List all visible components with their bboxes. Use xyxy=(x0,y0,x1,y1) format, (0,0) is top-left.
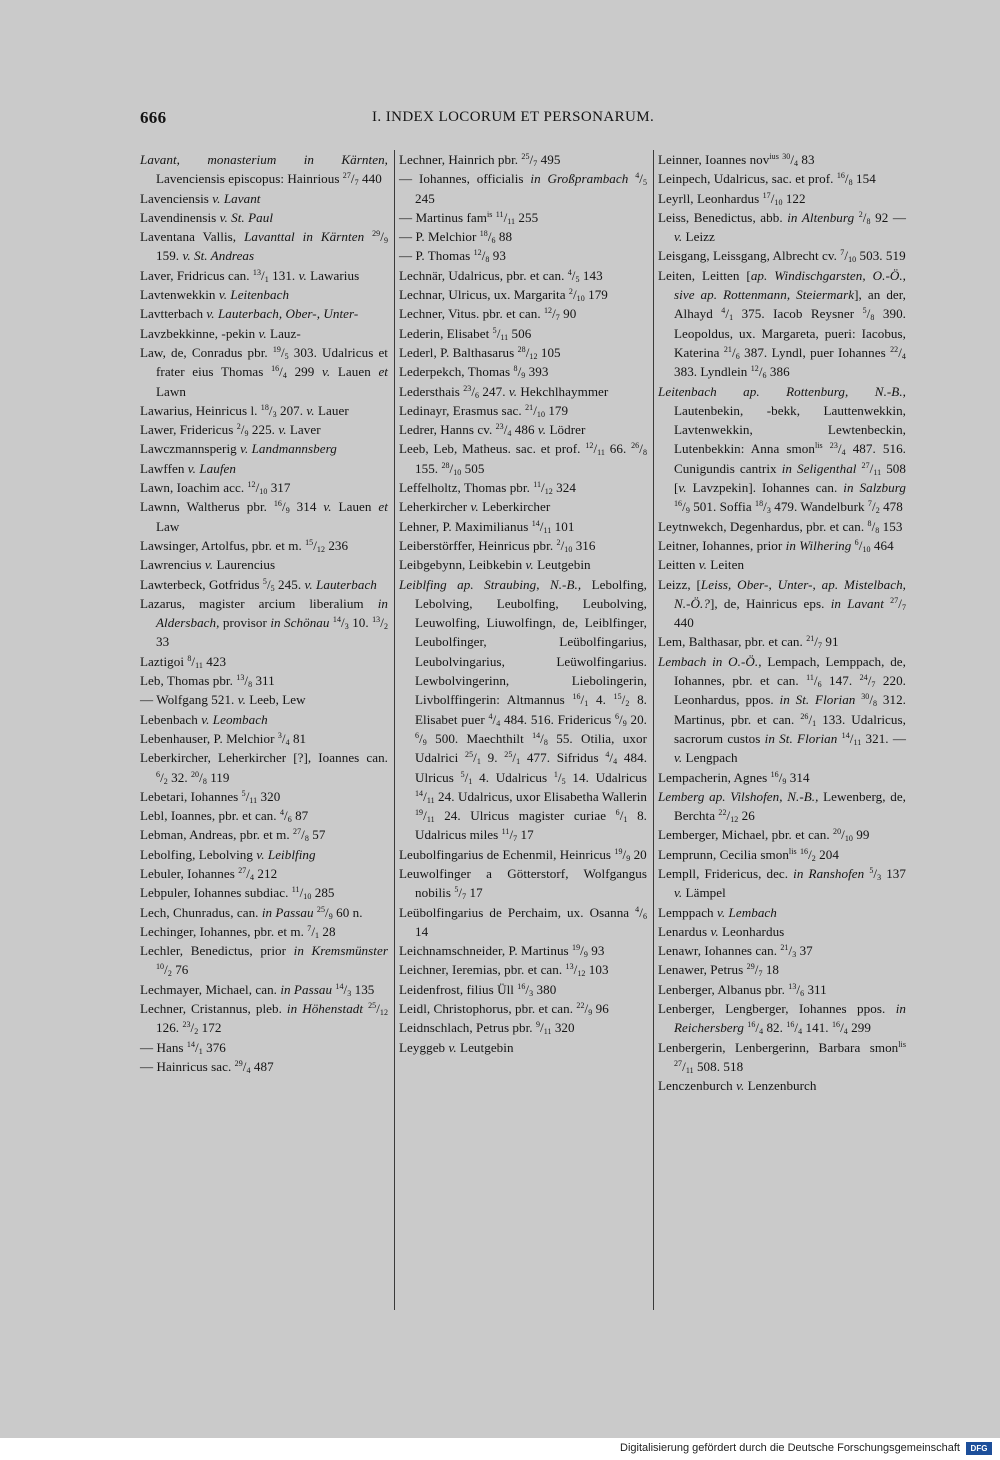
column-divider xyxy=(394,150,395,1310)
index-entry: Lebman, Andreas, pbr. et m. $^{27}/_8$ 57 xyxy=(140,827,326,844)
index-entry: Lavtterbach v. Lauterbach, Ober-, Unter- xyxy=(140,306,359,322)
index-entry: Lechler, Benedictus, prior in Kremsmünster $^{10}/_2$ 76 xyxy=(140,943,388,979)
index-entry: Leübolfingarius de Perchaim, ux. Osanna $^4/_6$ 14 xyxy=(399,904,647,939)
index-column-right xyxy=(658,150,906,1096)
index-entry: Lenardus v. Leonhardus xyxy=(658,923,785,939)
index-entry: Lawn, Ioachim acc. $^{12}/_{10}$ 317 xyxy=(140,480,291,497)
index-entry: Lechner, Vitus. pbr. et can. $^{12}/_7$ 90 xyxy=(399,306,577,323)
index-entry: — P. Melchior $^{18}/_6$ 88 xyxy=(399,229,513,246)
index-column-middle xyxy=(399,150,647,1057)
index-entry: Lechner, Cristannus, pleb. in Höhenstadt $^{25}/_{12}$ 126. $^{23}/_2$ 172 xyxy=(140,1001,388,1037)
index-entry: Lawterbeck, Gotfridus $^5/_5$ 245. v. Lauterbach xyxy=(140,576,377,593)
index-entry: — Martinus fam$^{is}$ $^{11}/_{11}$ 255 xyxy=(399,209,539,226)
index-entry: Lebetari, Iohannes $^5/_{11}$ 320 xyxy=(140,788,281,805)
index-entry: Ledrer, Hanns cv. $^{23}/_4$ 486 v. Lödrer xyxy=(399,422,586,439)
index-entry: Lebpuler, Iohannes subdiac. $^{11}/_{10}$ 285 xyxy=(140,885,335,902)
index-entry: Lawnn, Waltherus pbr. $^{16}/_9$ 314 v. Lauen et Law xyxy=(140,499,388,534)
index-entry: Leidl, Christophorus, pbr. et can. $^{22}/_9$ 96 xyxy=(399,1001,609,1018)
index-entry: Lechnär, Udalricus, pbr. et can. $^4/_5$ 143 xyxy=(399,267,603,284)
index-entry: Lempacherin, Agnes $^{16}/_9$ 314 xyxy=(658,769,810,786)
column-divider xyxy=(653,150,654,1310)
index-entry: Lavant, monasterium in Kärnten, Lavenciensis episcopus: Hainrious $^{27}/_7$ 440 xyxy=(140,152,388,188)
index-entry: — Wolfgang 521. v. Leeb, Lew xyxy=(140,692,306,708)
index-entry: Lem, Balthasar, pbr. et can. $^{21}/_7$ 91 xyxy=(658,634,839,651)
index-entry: Lazarus, magister arcium liberalium in Aldersbach, provisor in Schönau $^{14}/_3$ 10. $^{13}/_2$ 33 xyxy=(140,595,388,650)
index-entry: Leichner, Ieremias, pbr. et can. $^{13}/_{12}$ 103 xyxy=(399,962,609,979)
index-entry: Lederl, P. Balthasarus $^{28}/_{12}$ 105 xyxy=(399,344,561,361)
index-entry: Lawrencius v. Laurencius xyxy=(140,557,276,573)
index-entry: Leiblfing ap. Straubing, N.-B., Lebolfing, Lebolving, Leubolfing, Leubolving, Leuwolfing, Liuwolfingn, de, Leiblfinger, Leubolfinger, Leübolfingarius, Leubolvingarius, Leüwolfingarius. Lewbolvingerinn, Liebolingerin, Livbolffingerin: Altmannus $^{16}/_1$ 4. $^{15}/_2$ 8. Elisabet puer $^4/_4$ 484. 516. Fridericus $^6/_9$ 20. $^6/_9$ 500. Maechthilt $^{14}/_8$ 55. Otilia, uxor Udalrici $^{25}/_1$ 9. $^{25}/_1$ 477. Sifridus $^4/_4$ 484. Ulricus $^5/_1$ 4. Udalricus $^1/_5$ 14. Udalricus $^{14}/_{11}$ 24. Udalricus, uxor Elisabetha Wallerin $^{19}/_{11}$ 24. Ulricus magister curiae $^6/_1$ 8. Udalricus miles $^{11}/_7$ 17 xyxy=(399,576,648,844)
index-entry: — Hans $^{14}/_1$ 376 xyxy=(140,1039,226,1056)
index-entry: Lawffen v. Laufen xyxy=(140,460,237,476)
index-entry: Lawczmannsperig v. Landmannsberg xyxy=(140,441,337,457)
index-entry: Leitenbach ap. Rottenburg, N.-B., Lautenbekin, -bekk, Lauttenwekkin, Lavtenwekkin, Lewtenbeckin, Lutenbekkin: Anna smon$^{lis}$ $^{23}/_4$ 487. 516. Cunigundis cantrix in Seligenthal $^{27}/_{11}$ 508 [v. Lavzpekin]. Iohannes can. in Salzburg $^{16}/_9$ 501. Soffia $^{18}/_3$ 479. Wandelburk $^7/_2$ 478 xyxy=(658,383,907,516)
index-entry: Lebolfing, Lebolving v. Leiblfing xyxy=(140,846,316,862)
index-entry: Leitner, Iohannes, prior in Wilhering $^6/_{10}$ 464 xyxy=(658,537,894,554)
index-entry: Lavenciensis v. Lavant xyxy=(140,190,261,206)
index-entry: Leisgang, Leissgang, Albrecht cv. $^7/_{10}$ 503. 519 xyxy=(658,248,906,265)
index-entry: Leiten, Leitten [ap. Windischgarsten, O.-Ö., sive ap. Rottenmann, Steiermark], an der, Alhayd $^4/_1$ 375. Iacob Reysner $^5/_8$ 390. Leopoldus, ux. Margareta, pueri: Iacobus, Katerina $^{21}/_6$ 387. Lyndl, puer Iohannes $^{22}/_4$ 383. Lyndlein $^{12}/_6$ 386 xyxy=(658,267,907,381)
index-entry: Leffelholtz, Thomas pbr. $^{11}/_{12}$ 324 xyxy=(399,480,576,497)
index-entry: Law, de, Conradus pbr. $^{19}/_5$ 303. Udalricus et frater eius Thomas $^{16}/_4$ 299 v. Lauen et Lawn xyxy=(140,344,388,399)
index-entry: Leidenfrost, filius Üll $^{16}/_3$ 380 xyxy=(399,981,557,998)
index-entry: Lawer, Fridericus $^2/_9$ 225. v. Laver xyxy=(140,422,321,439)
index-column-left xyxy=(140,150,388,1076)
index-entry: Lawsinger, Artolfus, pbr. et m. $^{15}/_{12}$ 236 xyxy=(140,537,349,554)
index-entry: Lechnar, Ulricus, ux. Margarita $^2/_{10}$ 179 xyxy=(399,287,608,304)
index-entry: Leytnwekch, Degenhardus, pbr. et can. $^8/_8$ 153 xyxy=(658,518,903,535)
index-entry: Leberkircher, Leherkircher [?], Ioannes can. $^6/_2$ 32. $^{20}/_8$ 119 xyxy=(140,750,388,786)
index-entry: Leichnamschneider, P. Martinus $^{19}/_9$ 93 xyxy=(399,943,605,960)
index-entry: Leibgebynn, Leibkebin v. Leutgebin xyxy=(399,557,591,573)
index-entry: Leizz, [Leiss, Ober-, Unter-, ap. Mistelbach, N.-Ö.?], de, Hainricus eps. in Lavant $^{27}/_7$ 440 xyxy=(658,576,907,631)
index-entry: Lebenbach v. Leombach xyxy=(140,711,268,727)
index-entry: Lemppach v. Lembach xyxy=(658,904,777,920)
dfg-logo: DFG xyxy=(966,1442,992,1455)
index-entry: Lechner, Hainrich pbr. $^{25}/_7$ 495 xyxy=(399,152,561,168)
index-entry: Lech, Chunradus, can. in Passau $^{25}/_9$ 60 n. xyxy=(140,904,363,921)
index-entry: — P. Thomas $^{12}/_8$ 93 xyxy=(399,248,506,265)
index-entry: Leeb, Leb, Matheus. sac. et prof. $^{12}/_{11}$ 66. $^{26}/_8$ 155. $^{28}/_{10}$ 505 xyxy=(399,441,647,477)
index-entry: Laventana Vallis, Lavanttal in Kärnten $^{29}/_9$ 159. v. St. Andreas xyxy=(140,229,388,264)
index-entry: Leiberstörffer, Heinricus pbr. $^2/_{10}$ 316 xyxy=(399,537,596,554)
index-entry: Leuwolfinger a Götterstorf, Wolfgangus nobilis $^5/_7$ 17 xyxy=(399,865,647,902)
index-entry: Lebenhauser, P. Melchior $^3/_4$ 81 xyxy=(140,730,307,747)
page-header xyxy=(140,108,910,132)
index-entry: Lavendinensis v. St. Paul xyxy=(140,209,274,225)
index-entry: Leb, Thomas pbr. $^{13}/_8$ 311 xyxy=(140,673,275,690)
index-entry: Lavzbekkinne, -pekin v. Lauz- xyxy=(140,325,301,341)
index-entry: Lenberger, Lengberger, Iohannes ppos. in Reichersberg $^{16}/_4$ 82. $^{16}/_4$ 141. $^{16}/_4$ 299 xyxy=(658,1001,906,1037)
index-entry: Lembach in O.-Ö., Lempach, Lemppach, de, Iohannes, pbr. et can. $^{11}/_6$ 147. $^{24}/_7$ 220. Leonhardus, ppos. in St. Florian $^{30}/_8$ 312. Martinus, pbr. et can. $^{26}/_1$ 133. Udalricus, sacrorum custos in St. Florian $^{14}/_{11}$ 321. — v. Lengpach xyxy=(658,653,907,766)
index-entry: Lechinger, Iohannes, pbr. et m. $^7/_1$ 28 xyxy=(140,923,336,940)
index-entry: Leubolfingarius de Echenmil, Heinricus $^{19}/_9$ 20 xyxy=(399,846,647,863)
index-entry: Lemberg ap. Vilshofen, N.-B., Lewenberg, de, Berchta $^{22}/_{12}$ 26 xyxy=(658,788,906,825)
index-entry: — Iohannes, officialis in Großprambach $^4/_5$ 245 xyxy=(399,171,648,206)
index-entry: Lenczenburch v. Lenzenburch xyxy=(658,1078,817,1094)
index-entry: Lenberger, Albanus pbr. $^{13}/_6$ 311 xyxy=(658,981,827,998)
index-entry: Lawarius, Heinricus l. $^{18}/_3$ 207. v. Lauer xyxy=(140,402,349,419)
index-entry: Lebuler, Iohannes $^{27}/_4$ 212 xyxy=(140,865,278,882)
index-entry: Ledersthais $^{23}/_6$ 247. v. Hekchlhaymmer xyxy=(399,383,609,400)
index-entry: Leherkircher v. Leberkircher xyxy=(399,499,551,515)
index-entry: Laztigoi $^8/_{11}$ 423 xyxy=(140,653,227,670)
page-number: 666 xyxy=(140,108,167,127)
index-entry: Leinpech, Udalricus, sac. et prof. $^{16}/_8$ 154 xyxy=(658,171,876,188)
index-entry: Leyggeb v. Leutgebin xyxy=(399,1039,514,1055)
index-entry: Lemprunn, Cecilia smon$^{lis}$ $^{16}/_2$ 204 xyxy=(658,846,839,863)
index-entry: Lenawer, Petrus $^{29}/_7$ 18 xyxy=(658,962,780,979)
index-entry: — Hainricus sac. $^{29}/_4$ 487 xyxy=(140,1058,274,1075)
index-entry: Lenbergerin, Lenbergerinn, Barbara smon$^{lis}$ $^{27}/_{11}$ 508. 518 xyxy=(658,1039,906,1075)
index-entry: Leinner, Ioannes nov$^{ius}$ $^{30}/_4$ 83 xyxy=(658,152,815,168)
footer-bar xyxy=(0,1438,1000,1460)
index-entry: Leitten v. Leiten xyxy=(658,557,745,573)
index-entry: Lempll, Fridericus, dec. in Ranshofen $^5/_3$ 137 v. Lämpel xyxy=(658,865,906,901)
index-entry: Lehner, P. Maximilianus $^{14}/_{11}$ 101 xyxy=(399,518,575,535)
index-entry: Ledinayr, Erasmus sac. $^{21}/_{10}$ 179 xyxy=(399,402,569,419)
index-entry: Lenawr, Iohannes can. $^{21}/_3$ 37 xyxy=(658,943,813,960)
index-entry: Lederin, Elisabet $^5/_{11}$ 506 xyxy=(399,325,532,342)
index-entry: Lechmayer, Michael, can. in Passau $^{14}/_3$ 135 xyxy=(140,981,375,998)
index-entry: Laver, Fridricus can. $^{13}/_1$ 131. v. Lawarius xyxy=(140,267,360,284)
index-entry: Lavtenwekkin v. Leitenbach xyxy=(140,287,290,303)
index-entry: Leyrll, Leonhardus $^{17}/_{10}$ 122 xyxy=(658,190,806,207)
running-title: I. INDEX LOCORUM ET PERSONARUM. xyxy=(372,109,655,125)
funding-credit: Digitalisierung gefördert durch die Deutsche Forschungsgemeinschaft xyxy=(620,1442,960,1454)
index-entry: Leidnschlach, Petrus pbr. $^9/_{11}$ 320 xyxy=(399,1020,575,1037)
index-entry: Lebl, Ioannes, pbr. et can. $^4/_6$ 87 xyxy=(140,808,309,825)
index-entry: Lederpekch, Thomas $^8/_9$ 393 xyxy=(399,364,549,381)
index-entry: Lemberger, Michael, pbr. et can. $^{20}/_{10}$ 99 xyxy=(658,827,870,844)
index-entry: Leiss, Benedictus, abb. in Altenburg $^2/_8$ 92 — v. Leizz xyxy=(658,209,906,245)
